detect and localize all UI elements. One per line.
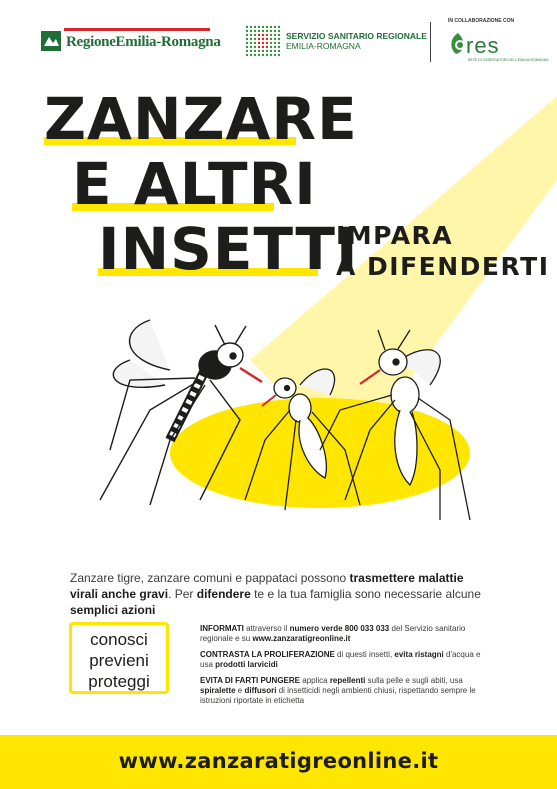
website-link[interactable]: www.zanzaratigreonline.it — [118, 749, 439, 773]
intro-text-2: . Per — [168, 587, 197, 601]
step2-bold-3: prodotti larvicidi — [215, 660, 278, 669]
headline-line3: INSETTI — [98, 215, 359, 283]
step-item — [200, 624, 490, 644]
box-line1: conosci — [90, 630, 148, 649]
step2-bold-2: evita ristagni — [394, 650, 444, 659]
step1-bold-1: INFORMATI — [200, 624, 244, 633]
step3-text-4: di insetticidi negli ambienti chiusi, rispettando sempre le istruzioni riportate in etichetta — [200, 686, 476, 705]
box-line2: previeni — [89, 651, 149, 670]
action-steps — [200, 624, 490, 712]
step3-text-2: sulla pelle e sugli abiti, usa — [365, 676, 463, 685]
footer-band — [0, 735, 557, 789]
step1-text-2: del Servizio sanitario regionale e su — [200, 624, 466, 643]
subheadline — [336, 220, 550, 282]
step3-bold-3: spiralette — [200, 686, 236, 695]
collaboration-label: IN COLLABORAZIONE CON — [448, 18, 515, 24]
step1-bold-2: numero verde 800 033 033 — [289, 624, 390, 633]
step-item — [200, 650, 490, 670]
step-item — [200, 676, 490, 706]
ssr-line2: EMILIA-ROMAGNA — [286, 41, 361, 51]
headline-line1: ZANZARE — [44, 85, 358, 153]
actions-box — [69, 622, 169, 694]
step3-text-1: applica — [300, 676, 330, 685]
box-line3: proteggi — [88, 672, 150, 691]
intro-bold-1: trasmettere malattie virali anche gravi — [70, 571, 464, 601]
step3-bold-2: repellenti — [329, 676, 366, 685]
step3-bold-1: EVITA DI FARTI PUNGERE — [200, 676, 301, 685]
step2-text-2: d'acqua e usa — [200, 650, 481, 669]
ores-logo-subtext: RETE DI OSSERVATORI DELL'EMILIA-ROMAGNA — [468, 58, 549, 62]
step2-text-1: di questi insetti, — [334, 650, 395, 659]
intro-paragraph — [70, 570, 490, 618]
intro-bold-3: semplici azioni — [70, 603, 156, 617]
subheadline-line2: A DIFENDERTI — [336, 252, 550, 281]
headline-line2: E ALTRI — [72, 150, 317, 218]
step3-bold-4: diffusori — [244, 686, 277, 695]
intro-text-3: te e la tua famiglia sono necessarie alcune — [250, 587, 481, 601]
subheadline-line1: IMPARA — [336, 221, 454, 250]
ores-logo-text: res — [466, 33, 500, 58]
step1-bold-3: www.zanzaratigreonline.it — [252, 634, 351, 643]
step3-text-3: e — [235, 686, 245, 695]
ssr-line1: SERVIZIO SANITARIO REGIONALE — [286, 31, 427, 41]
step1-text-1: attraverso il — [243, 624, 290, 633]
intro-bold-2: difendere — [196, 587, 251, 601]
regione-logo-text: RegioneEmilia-Romagna — [66, 34, 221, 50]
intro-text-1: Zanzare tigre, zanzare comuni e pappataci possono — [70, 571, 350, 585]
step2-bold-1: CONTRASTA LA PROLIFERAZIONE — [200, 650, 335, 659]
